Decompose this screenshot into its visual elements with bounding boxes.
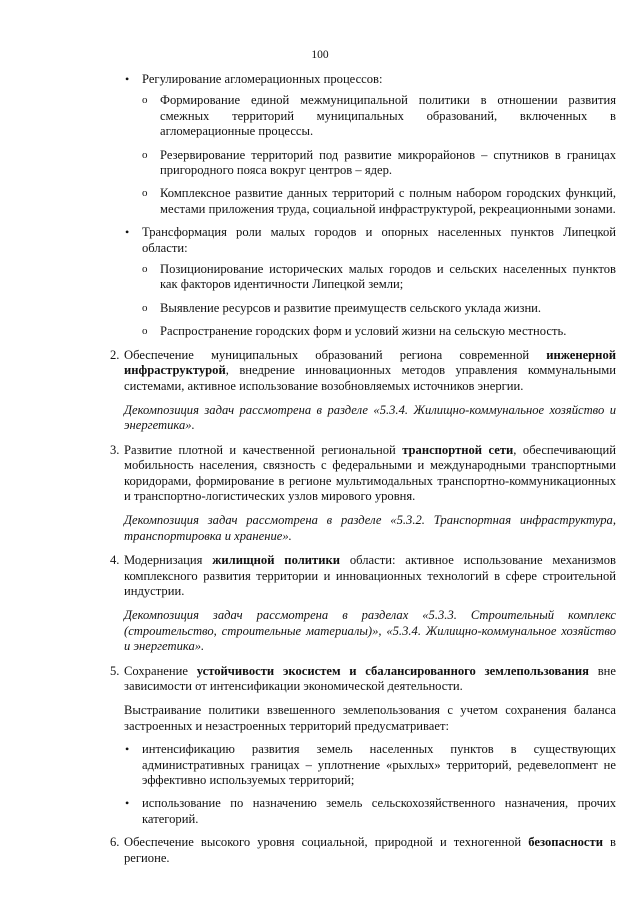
item-text: Модернизация xyxy=(124,553,213,568)
circle-marker: o xyxy=(142,301,148,314)
page-number: 100 xyxy=(311,49,329,61)
item-text: , обеспечивающий мобильность населения, связность с федеральными и международными транспортными коридорами, формирование в регионе мультимодальных транспортно-коммуникационных и транспортно-логистических узлов мирового уровня. xyxy=(124,442,616,503)
item-number: 5. xyxy=(110,663,120,678)
item-text: Обеспечение муниципальных образований региона современной xyxy=(124,347,547,362)
numbered-item xyxy=(112,443,616,505)
item-number: 4. xyxy=(110,553,120,568)
bullet-marker: • xyxy=(125,72,130,86)
circle-marker: o xyxy=(142,187,148,200)
item-number: 6. xyxy=(110,835,120,850)
item-text: , внедрение инновационных методов управления коммунальными системами, активное использование возобновляемых источников энергии. xyxy=(124,363,616,393)
numbered-item xyxy=(112,553,616,599)
bullet-item xyxy=(112,742,616,788)
decomposition-note: Декомпозиция задач рассмотрена в разделах «5.3.3. Строительный комплекс (строительство, строительные материалы)», «5.3.4. Жилищно-коммунальное хозяйство и энергетика». xyxy=(124,608,616,654)
bullet-item xyxy=(112,225,616,256)
sub-bullet-text: Выявление ресурсов и развитие преимуществ сельского уклада жизни. xyxy=(160,300,542,315)
circle-marker: o xyxy=(142,94,148,107)
circle-marker: o xyxy=(142,148,148,161)
bullet-item xyxy=(112,72,616,87)
numbered-item xyxy=(112,664,616,695)
sub-bullet-text: Резервирование территорий под развитие микрорайонов – спутников в границах пригородного пояса вокруг центров – ядер. xyxy=(160,147,616,178)
item-text: области: активное использование механизмов комплексного развития территории и инновационных технологий в сфере строительной индустрии. xyxy=(124,553,617,598)
item-emphasis: устойчивости экосистем и сбалансированного землепользования xyxy=(196,663,589,678)
sub-bullet-item xyxy=(112,301,616,316)
bullet-text: Регулирование агломерационных процессов: xyxy=(142,72,383,86)
item-text: Сохранение xyxy=(124,663,197,678)
sub-bullet-text: Позиционирование исторических малых городов и сельских населенных пунктов как факторов идентичности Липецкой земли; xyxy=(160,262,616,292)
item-number: 2. xyxy=(110,347,120,362)
item-text: Обеспечение высокого уровня социальной, природной и техногенной xyxy=(124,835,529,850)
item-emphasis: инженерной инфраструктурой xyxy=(124,347,616,378)
circle-marker: o xyxy=(142,325,148,338)
numbered-item xyxy=(112,348,616,394)
sub-bullet-item xyxy=(112,324,616,339)
bullet-marker: • xyxy=(125,796,130,811)
sub-bullet-item xyxy=(112,148,616,179)
item-emphasis: транспортной сети xyxy=(402,442,514,457)
sub-bullet-text: Формирование единой межмуниципальной политики в отношении развития смежных территорий муниципальных образований, включенных в агломерационные процессы. xyxy=(160,93,616,139)
page-content xyxy=(112,72,616,875)
bullet-text: интенсификацию развития земель населенных пунктов в существующих административных границах – уплотнение «рыхлых» территорий, редевелопмент не эффективно используемых территорий; xyxy=(142,742,616,788)
bullet-marker: • xyxy=(125,225,130,240)
circle-marker: o xyxy=(142,263,148,276)
bullet-text: использование по назначению земель сельскохозяйственного назначения, прочих категорий. xyxy=(142,796,616,826)
decomposition-note: Декомпозиция задач рассмотрена в разделе «5.3.4. Жилищно-коммунальное хозяйство и энергетика». xyxy=(124,402,616,433)
numbered-item xyxy=(112,835,616,866)
sub-bullet-item xyxy=(112,186,616,217)
item-number: 3. xyxy=(110,442,120,457)
sub-bullet-item xyxy=(112,262,616,293)
sub-bullet-text: Комплексное развитие данных территорий с полным набором городских функций, местами приложения труда, социальной инфраструктурой, рекреационными зонами. xyxy=(160,186,616,216)
bullet-text: Трансформация роли малых городов и опорных населенных пунктов Липецкой области: xyxy=(142,225,616,255)
item-emphasis: жилищной политики xyxy=(212,553,340,568)
sub-bullet-text: Распространение городских форм и условий жизни на сельскую местность. xyxy=(160,324,567,339)
bullet-marker: • xyxy=(125,742,130,757)
item-text: Развитие плотной и качественной региональной xyxy=(124,442,403,457)
bullet-item xyxy=(112,796,616,827)
item-emphasis: безопасности xyxy=(528,835,603,850)
sub-bullet-item xyxy=(112,93,616,139)
decomposition-note: Декомпозиция задач рассмотрена в разделе «5.3.2. Транспортная инфраструктура, транспортировка и хранение». xyxy=(124,513,616,543)
paragraph: Выстраивание политики взвешенного землепользования с учетом сохранения баланса застроенных и незастроенных территорий предусматривает: xyxy=(124,703,616,733)
item-text: в регионе. xyxy=(124,835,616,865)
item-text: вне зависимости от интенсификации экономической деятельности. xyxy=(124,663,616,693)
